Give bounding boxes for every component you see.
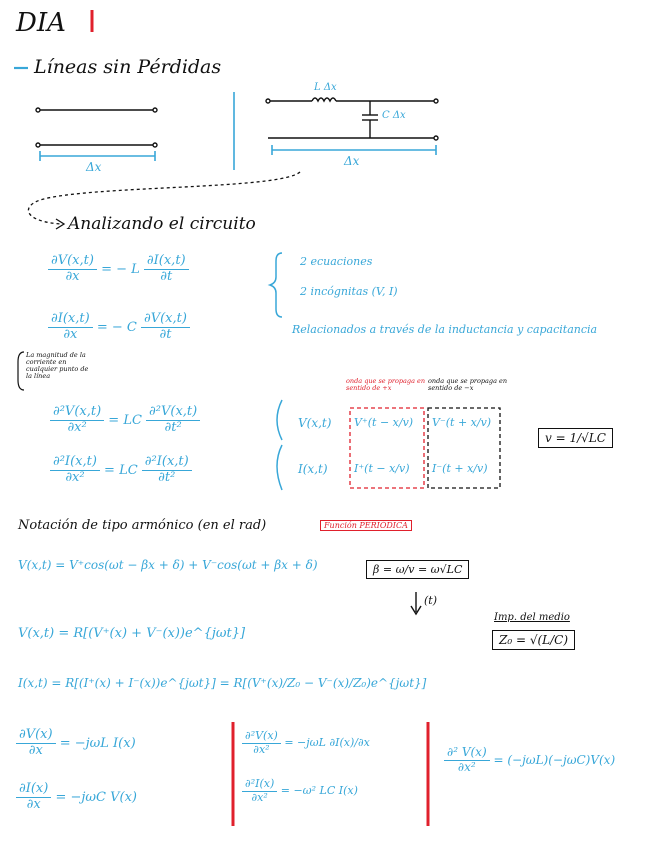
bottom-eq-1a: $\frac{\partial V(x)}{\partial x}$ = −jωL I(x)	[16, 728, 136, 759]
v-cos-equation: V(x,t) = V⁺cos(ωt − βx + δ) + V⁻cos(ωt + βx + δ)	[18, 558, 318, 572]
lc-circuit-diagram	[266, 98, 438, 140]
note-2: 2 incógnitas (V, I)	[300, 285, 398, 298]
wave-V-minus: V⁻(t + x/v)	[432, 416, 492, 429]
phasor-I: I(x,t) = R[(I⁺(x) + I⁻(x))e^{jωt}] = R[(V⁺(x)/Z₀ − V⁻(x)/Z₀)e^{jωt}]	[18, 676, 427, 690]
right-dx-label: Δx	[344, 154, 360, 168]
notes-brace	[270, 253, 282, 317]
equation-2: $\frac{\partial I(x,t)}{\partial x}$ = − C $\frac{\partial V(x,t)}{\partial t}$	[48, 312, 190, 343]
wave-I-minus: I⁻(t + x/v)	[432, 462, 488, 475]
side-note-bracket	[18, 352, 24, 390]
velocity-box: v = 1/√LC	[538, 428, 613, 448]
note-1: 2 ecuaciones	[300, 255, 373, 268]
bottom-eq-2a: $\frac{\text{∂²V(x)}}{\text{∂x²}}$ = −jωL ∂I(x)/∂x	[242, 730, 370, 756]
wave-I-plus: I⁺(t − x/v)	[354, 462, 410, 475]
section-title: Líneas sin Pérdidas	[34, 56, 222, 78]
bottom-eq-3: $\frac{\text{∂² V(x)}}{\text{∂x²}}$ = (−jωL)(−jωC)V(x)	[444, 746, 615, 775]
forward-wave-note: onda que se propaga en sentido de +x	[346, 377, 426, 393]
equation-3: $\frac{\text{∂²V(x,t)}}{\text{∂x²}}$ = LC $\frac{\text{∂²V(x,t)}}{\text{∂t²}}$	[50, 405, 200, 436]
left-dx-label: Δx	[86, 160, 102, 174]
equation-1: $\frac{\partial V(x,t)}{\partial x}$ = − L $\frac{\partial I(x,t)}{\partial t}$	[48, 254, 189, 285]
bottom-eq-2b: $\frac{\text{∂²I(x)}}{\text{∂x²}}$ = −ω² LC I(x)	[242, 778, 358, 804]
wave-V-plus: V⁺(t − x/v)	[354, 416, 414, 429]
backward-wave-note: onda que se propaga en sentido de −x	[428, 377, 508, 393]
periodic-function-tag: Función PERIÓDICA	[320, 520, 412, 531]
bottom-eq-1b: $\frac{\partial I(x)}{\partial x}$ = −jωC V(x)	[16, 782, 137, 813]
capacitor-label: C Δx	[382, 110, 406, 121]
equation-4: $\frac{\text{∂²I(x,t)}}{\text{∂x²}}$ = LC $\frac{\text{∂²I(x,t)}}{\text{∂t²}}$	[50, 455, 192, 486]
note-3: Relacionados a través de la inductancia y capacitancia	[292, 323, 598, 336]
wave-I-lhs: I(x,t)	[298, 462, 328, 476]
inductor-label: L Δx	[314, 82, 337, 93]
arrow-label: (t)	[424, 594, 438, 607]
analysis-heading: Analizando el circuito	[68, 214, 256, 234]
wave-V-lhs: V(x,t)	[298, 416, 332, 430]
harmonic-heading: Notación de tipo armónico (en el rad)	[18, 518, 267, 533]
left-line-diagram	[36, 108, 157, 147]
phasor-V: V(x,t) = R[(V⁺(x) + V⁻(x))e^{jωt}]	[18, 626, 246, 641]
beta-box: β = ω/v = ω√LC	[366, 560, 469, 579]
page-title: DIA	[16, 8, 66, 38]
impedance-box: Z₀ = √(L/C)	[492, 630, 575, 650]
side-note: La magnitud de la corriente en cualquier punto de la línea	[26, 351, 89, 381]
impedance-label: Imp. del medio	[494, 612, 570, 623]
